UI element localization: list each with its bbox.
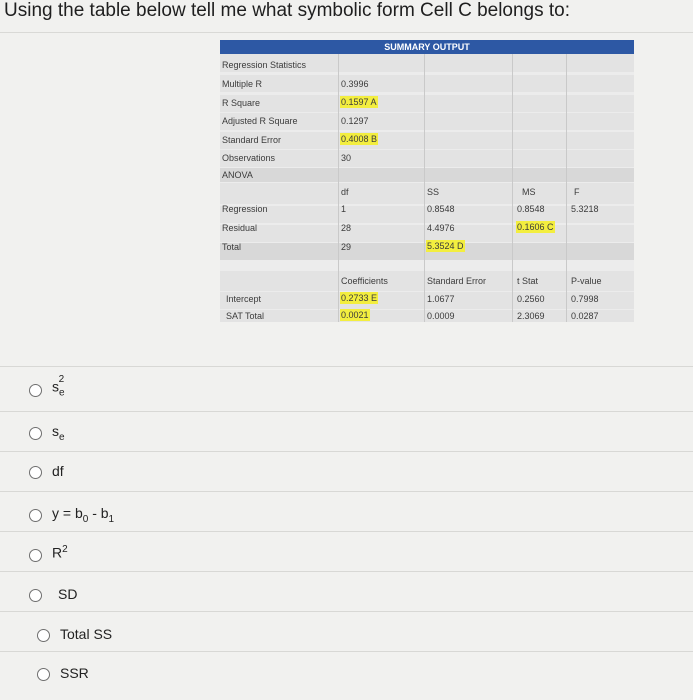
coef-p: 0.7998 [571, 294, 599, 304]
anova-ms: 0.8548 [517, 204, 545, 214]
coef-header: P-value [571, 276, 602, 286]
anova-ms: 0.1606 [517, 222, 545, 232]
summary-title: SUMMARY OUTPUT [220, 40, 634, 54]
coef-header: Standard Error [427, 276, 487, 286]
summary-output-table [220, 40, 634, 322]
coef-row-label: Intercept [226, 294, 262, 304]
option-superscript: 2 [58, 374, 65, 385]
option-label: df [52, 463, 64, 479]
anova-ss: 0.8548 [427, 204, 455, 214]
option-text: y = b [52, 505, 83, 521]
coef-value: 0.0021 [341, 310, 369, 320]
radio-button[interactable] [29, 509, 42, 522]
option-se[interactable] [0, 411, 693, 452]
column-divider [512, 54, 513, 322]
radio-button[interactable] [29, 466, 42, 479]
radio-button[interactable] [37, 629, 50, 642]
stat-value: 0.1297 [341, 116, 369, 126]
option-label [52, 423, 65, 443]
column-divider [424, 54, 425, 322]
stat-label: R Square [222, 98, 261, 108]
option-label [52, 505, 114, 525]
option-label [52, 374, 65, 399]
coef-t: 0.2560 [517, 294, 545, 304]
anova-row-label: Regression [222, 204, 268, 214]
coef-header: t Stat [517, 276, 539, 286]
question-text: Using the table below tell me what symbolic form Cell C belongs to: [4, 0, 571, 21]
option-subscript: 1 [108, 513, 115, 525]
anova-label: ANOVA [222, 170, 253, 180]
option-ssr[interactable] [0, 651, 693, 692]
option-subscript: e [59, 387, 65, 399]
anova-header: MS [522, 187, 536, 197]
stat-value-a [340, 96, 378, 108]
radio-button[interactable] [37, 668, 50, 681]
anova-ss: 5.3524 [427, 241, 455, 251]
stat-label: Multiple R [222, 79, 263, 89]
anova-header: F [574, 187, 580, 197]
option-se-squared[interactable] [0, 366, 693, 407]
stat-value: 0.4008 [341, 134, 369, 144]
band [220, 150, 634, 167]
option-text: - b [88, 505, 109, 521]
option-text: R [52, 544, 63, 561]
radio-button[interactable] [29, 384, 42, 397]
band [220, 95, 634, 112]
anova-row-label: Residual [222, 223, 258, 233]
anova-df: 28 [341, 223, 352, 233]
anova-ss: 4.4976 [427, 223, 455, 233]
anova-df: 1 [341, 204, 347, 214]
anova-f: 5.3218 [571, 204, 599, 214]
band [220, 75, 634, 92]
option-label: Total SS [60, 626, 113, 642]
option-sd[interactable] [0, 571, 693, 612]
coef-se: 1.0677 [427, 294, 455, 304]
option-label [52, 544, 68, 561]
anova-header: SS [427, 187, 440, 197]
stat-label: Observations [222, 153, 276, 163]
option-subscript: e [59, 431, 65, 443]
regression-statistics-label: Regression Statistics [222, 60, 307, 70]
coef-value: 0.2733 [341, 293, 369, 303]
option-regression-equation[interactable] [0, 491, 693, 532]
anova-df: 29 [341, 242, 352, 252]
stat-value: 0.3996 [341, 79, 369, 89]
stat-value: 30 [341, 153, 352, 163]
option-superscript: 2 [62, 544, 68, 555]
stat-label: Standard Error [222, 135, 282, 145]
band [220, 132, 634, 149]
cell-tag: C [547, 222, 554, 232]
option-text: s [52, 423, 59, 439]
option-label: SD [58, 586, 78, 602]
coef-row-label: SAT Total [226, 311, 265, 321]
stat-value: 0.1597 [341, 97, 369, 107]
cell-tag: B [371, 134, 378, 144]
radio-button[interactable] [29, 427, 42, 440]
anova-ss-d [426, 240, 465, 252]
option-r-squared[interactable] [0, 531, 693, 572]
cell-tag: A [370, 97, 377, 107]
option-total-ss[interactable] [0, 611, 693, 652]
anova-ms-c [516, 221, 555, 233]
option-text: s [52, 378, 59, 395]
radio-button[interactable] [29, 549, 42, 562]
coef-header: Coefficients [341, 276, 388, 286]
band [220, 168, 634, 182]
option-subscript: 0 [82, 513, 89, 525]
option-df[interactable] [0, 451, 693, 492]
anova-row-label: Total [222, 242, 242, 252]
stat-label: Adjusted R Square [222, 116, 298, 126]
coef-se: 0.0009 [427, 311, 455, 321]
coef-p: 0.0287 [571, 311, 599, 321]
stat-value-b [340, 133, 378, 145]
divider [0, 32, 693, 33]
cell-tag: D [457, 241, 464, 251]
option-label: SSR [60, 665, 89, 681]
coef-t: 2.3069 [517, 311, 545, 321]
coef-value-e [340, 292, 378, 304]
anova-header: df [341, 187, 349, 197]
cell-tag: E [371, 293, 378, 303]
column-divider [338, 54, 339, 322]
column-divider [566, 54, 567, 322]
radio-button[interactable] [29, 589, 42, 602]
